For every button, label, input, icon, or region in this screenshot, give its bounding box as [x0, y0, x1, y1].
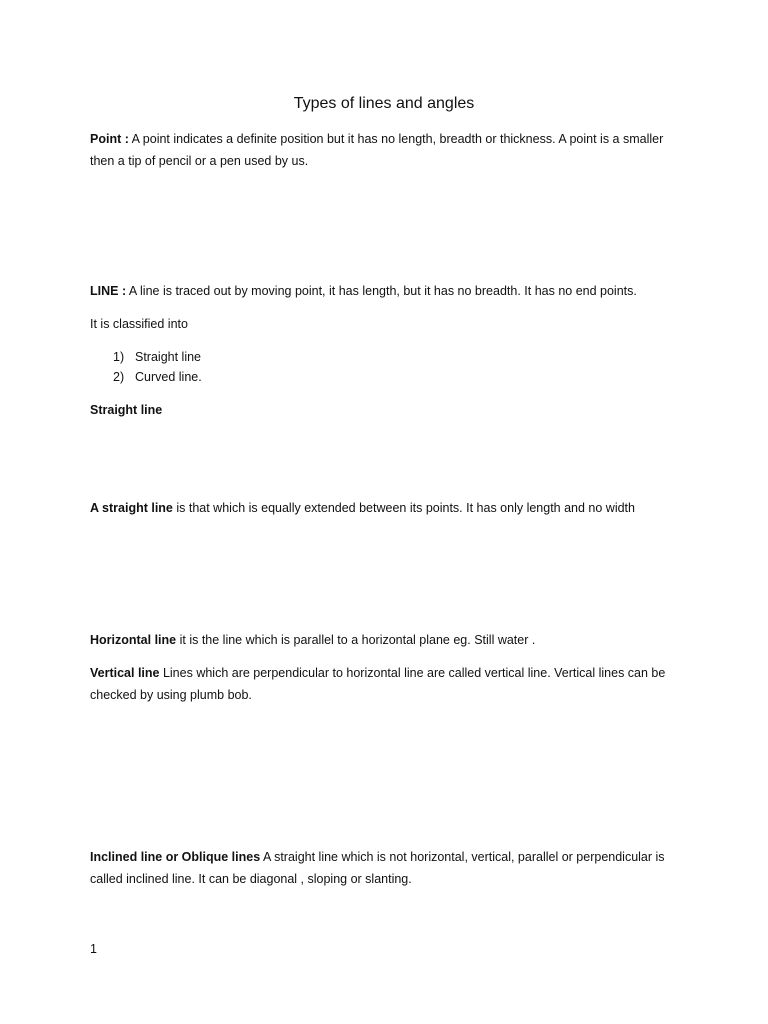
page-number: 1 [90, 942, 97, 956]
horizontal-line-text: it is the line which is parallel to a horizontal plane eg. Still water . [176, 633, 536, 647]
vertical-line-term: Vertical line [90, 666, 160, 680]
inclined-line-term: Inclined line or Oblique lines [90, 850, 261, 864]
list-item-number: 2) [113, 370, 125, 384]
straight-line-heading [90, 399, 690, 421]
line-text: A line is traced out by moving point, it has length, but it has no breadth. It has no end points. [126, 284, 637, 298]
list-item [113, 367, 202, 387]
horizontal-line-term: Horizontal line [90, 633, 177, 647]
point-text: A point indicates a definite position but it has no length, breadth or thickness. A point is a smaller then a tip of pencil or a pen used by us. [90, 132, 664, 168]
straight-line-text: is that which is equally extended between its points. It has only length and no width [172, 501, 635, 515]
straight-line-term: A straight line [90, 501, 173, 515]
line-term: LINE : [90, 284, 127, 298]
list-item-number: 1) [113, 350, 125, 364]
inclined-line-text: A straight line which is not horizontal, vertical, parallel or perpendicular is called inclined line. It can be diagonal , sloping or slanting. [90, 850, 665, 886]
point-definition [90, 128, 690, 172]
straight-line-definition [90, 497, 690, 519]
list-item-label: Straight line [135, 350, 202, 364]
vertical-line-definition [90, 662, 690, 706]
horizontal-line-definition [90, 629, 690, 651]
classification-list [113, 347, 202, 387]
classified-intro: It is classified into [90, 317, 188, 331]
inclined-line-definition [90, 846, 690, 890]
list-item-label: Curved line. [135, 370, 202, 384]
list-item [113, 347, 202, 367]
vertical-line-text: Lines which are perpendicular to horizontal line are called vertical line. Vertical lines can be checked by using plumb bob. [90, 666, 666, 702]
point-term: Point : [90, 132, 129, 146]
line-definition [90, 280, 690, 302]
straight-line-heading-text: Straight line [90, 403, 163, 417]
document-title: Types of lines and angles [293, 95, 475, 112]
